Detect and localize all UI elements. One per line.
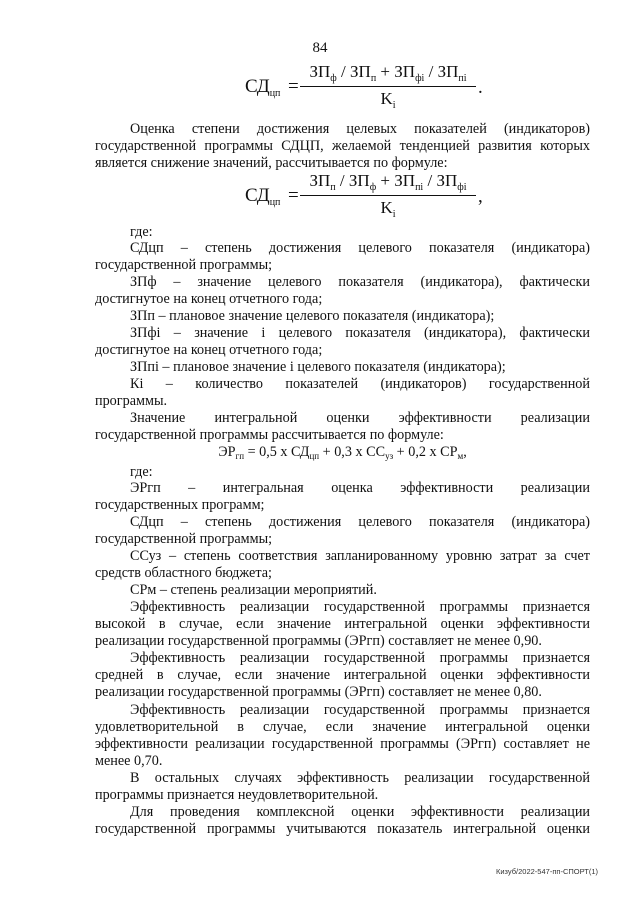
paragraph-mid-line2: средней в случае, если значение интегральной оценки эффективности	[95, 667, 590, 683]
def-sdcp-line1: СДцп – степень достижения целевого показателя (индикатора)	[130, 240, 590, 256]
def-zpf-line1: ЗПф – значение целевого показателя (индикатора), фактически	[130, 274, 590, 290]
paragraph-high-line2: высокой в случае, если значение интегральной оценки эффективности	[95, 616, 590, 632]
paragraph-other-line2: программы признается неудовлетворительной.	[95, 787, 379, 803]
formula-lhs: $СД_{цп}$	[245, 76, 281, 99]
paragraph-decrease-line1: Оценка степени достижения целевых показателей (индикаторов)	[130, 121, 590, 137]
formula-integral: $ЭР_{гп} = 0,5$ х $СД_{цп} + 0,3$ х $СС_{уз} + 0,2$ х $СР_м$,	[218, 444, 467, 461]
paragraph-complex-line2: государственной программы учитываются показатель интегральной оценки	[95, 821, 590, 837]
paragraph-complex-line1: Для проведения комплексной оценки эффективности реализации	[130, 804, 590, 820]
def-zppi: ЗПпi – плановое значение i целевого показателя (индикатора);	[130, 359, 506, 375]
def-zpf-line2: достигнутое на конец отчетного года;	[95, 291, 323, 307]
formula-fraction	[300, 62, 476, 111]
where-label-1: где:	[130, 224, 153, 240]
def-ssuz-line1: ССуз – степень соответствия запланированному уровню затрат за счет	[130, 548, 590, 564]
def-zpp: ЗПп – плановое значение целевого показателя (индикатора);	[130, 308, 495, 324]
def-ergp-line2: государственных программ;	[95, 497, 265, 513]
paragraph-mid-line3: реализации государственной программы (ЭРгп) составляет не менее 0,80.	[95, 684, 542, 700]
paragraph-integral-line2: государственной программы рассчитывается по формуле:	[95, 427, 444, 443]
paragraph-integral-line1: Значение интегральной оценки эффективности реализации	[130, 410, 590, 426]
document-footer-code: Кизуб/2022-547-пп-СПОРТ(1)	[496, 867, 598, 876]
equals-sign: =	[288, 185, 299, 206]
paragraph-decrease-line3: является снижение значений, рассчитывается по формуле:	[95, 155, 448, 171]
def-sdcp2-line2: государственной программы;	[95, 531, 273, 547]
formula-fraction	[300, 171, 476, 220]
def-ssuz-line2: средств областного бюджета;	[95, 565, 272, 581]
def-sdcp2-line1: СДцп – степень достижения целевого показателя (индикатора)	[130, 514, 590, 530]
def-srm: СРм – степень реализации мероприятий.	[130, 582, 377, 598]
paragraph-high-line1: Эффективность реализации государственной программы признается	[130, 599, 590, 615]
def-ki-line2: программы.	[95, 393, 168, 409]
paragraph-decrease-line2: государственной программы СДЦП, желаемой тенденцией развития которых	[95, 138, 590, 154]
where-label-2: где:	[130, 464, 153, 480]
fraction-denominator: $K_i$	[380, 198, 396, 220]
paragraph-other-line1: В остальных случаях эффективность реализации государственной	[130, 770, 590, 786]
paragraph-mid-line1: Эффективность реализации государственной программы признается	[130, 650, 590, 666]
def-ergp-line1: ЭРгп – интегральная оценка эффективности реализации	[130, 480, 590, 496]
paragraph-sat-line3: эффективности реализации государственной программы (ЭРгп) составляет не	[95, 736, 590, 752]
page-number: 84	[312, 40, 328, 56]
formula-lhs: $СД_{цп}$	[245, 185, 281, 208]
paragraph-sat-line2: удовлетворительной в случае, если значение интегральной оценки	[95, 719, 590, 735]
document-page: 84 $СД_{цп}$ = $ЗП_ф / ЗП_п + ЗП_{фi} / ЗП_{пi}$ $K_i$ . Оценка степени достижения целевых показателей (индикаторов) государственной программы СДЦП, желаемой тенденцией развития которых является снижение значений, рассчитывается по формуле: $СД_{цп}$ = $ЗП_п / ЗП_ф + ЗП_{пi} / ЗП_{фi}$ $K_i$ , где: СДцп – степень достижения целевого показателя (индикатора) государственной программы; ЗПф – значение целевого показателя (индикатора), фактически достигнутое на конец отчетного года; ЗПп – плановое значение целевого показателя (индикатора); ЗПфi – значение i целевого показателя (индикатора), фактически достигнутое на конец отчетного года; ЗПпi – плановое значение i целевого показателя (индикатора); Кi – количество показателей (индикаторов) государственной программы. Значение интегральной оценки эффективности реализации государственной программы рассчитывается по формуле: $ЭР_{гп} = 0,5$ х $СД_{цп} + 0,3$ х $СС_{уз} + 0,2$ х $СР_м$, где: ЭРгп – интегральная оценка эффективности реализации государственных программ; СДцп – степень достижения целевого показателя (индикатора) государственной программы; ССуз – степень соответствия запланированному уровню затрат за счет средств областного бюджета; СРм – степень реализации мероприятий. Эффективность реализации государственной программы признается высокой в случае, если значение интегральной оценки эффективности реализации государственной программы (ЭРгп) составляет не менее 0,90. Эффективность реализации государственной программы признается средней в случае, если значение интегральной оценки эффективности реализации государственной программы (ЭРгп) составляет не менее 0,80. Эффективность реализации государственной программы признается удовлетворительной в случае, если значение интегральной оценки эффективности реализации государственной программы (ЭРгп) составляет не менее 0,70. В остальных случаях эффективность реализации государственной программы признается неудовлетворительной. Для проведения комплексной оценки эффективности реализации государственной программы учитываются показатель интегральной оценки Кизуб/2022-547-пп-СПОРТ(1)	[0, 0, 640, 901]
paragraph-high-line3: реализации государственной программы (ЭРгп) составляет не менее 0,90.	[95, 633, 542, 649]
def-sdcp-line2: государственной программы;	[95, 257, 273, 273]
equals-sign: =	[288, 76, 299, 97]
def-ki-line1: Кi – количество показателей (индикаторов) государственной	[130, 376, 590, 392]
paragraph-sat-line1: Эффективность реализации государственной программы признается	[130, 702, 590, 718]
fraction-denominator: $K_i$	[380, 89, 396, 111]
fraction-numerator: $ЗП_п / ЗП_ф + ЗП_{пi} / ЗП_{фi}$	[300, 171, 476, 196]
def-zpfi-line2: достигнутое на конец отчетного года;	[95, 342, 323, 358]
fraction-numerator: $ЗП_ф / ЗП_п + ЗП_{фi} / ЗП_{пi}$	[300, 62, 476, 87]
def-zpfi-line1: ЗПфi – значение i целевого показателя (индикатора), фактически	[130, 325, 590, 341]
paragraph-sat-line4: менее 0,70.	[95, 753, 163, 769]
